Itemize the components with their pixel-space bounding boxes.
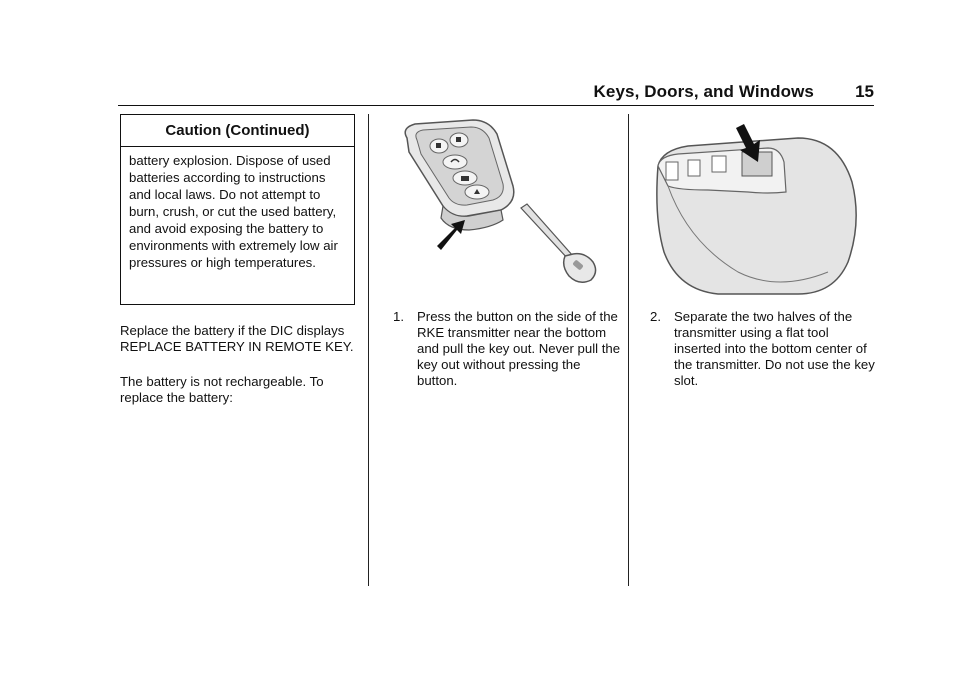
liftgate-icon	[461, 176, 469, 181]
lock-icon	[436, 143, 441, 148]
page-number: 15	[855, 82, 874, 101]
running-header	[118, 82, 874, 104]
column-divider-1	[368, 114, 369, 586]
step-2-text: Separate the two halves of the transmitter using a flat tool inserted into the bottom center of the transmitter. Do not use the key slot.	[674, 309, 875, 388]
key-fob-illustration	[393, 116, 605, 298]
step-1-number: 1.	[393, 309, 404, 324]
step-1-text: Press the button on the side of the RKE transmitter near the bottom and pull the key out. Never pull the key out without pressing the button.	[417, 309, 621, 388]
transmitter-separation-illustration	[648, 122, 862, 300]
header-rule	[118, 105, 874, 106]
caution-body: battery explosion. Dispose of used batteries according to instructions and local laws. Do not attempt to burn, crush, or cut the used battery, and avoid exposing the battery to environments with extremely low air pressures or high temperatures.	[129, 153, 338, 270]
paragraph-not-rechargeable: The battery is not rechargeable. To replace the battery:	[120, 374, 324, 405]
column-divider-2	[628, 114, 629, 586]
step-2-number: 2.	[650, 309, 661, 324]
caution-box	[120, 114, 355, 305]
section-title: Keys, Doors, and Windows	[593, 82, 814, 101]
paragraph-replace-battery: Replace the battery if the DIC displays REPLACE BATTERY IN REMOTE KEY.	[120, 323, 354, 354]
caution-title: Caution (Continued)	[121, 115, 354, 147]
mechanical-key-illustration	[521, 204, 596, 282]
step-1	[393, 309, 621, 389]
unlock-icon	[456, 137, 461, 142]
step-2	[650, 309, 876, 389]
